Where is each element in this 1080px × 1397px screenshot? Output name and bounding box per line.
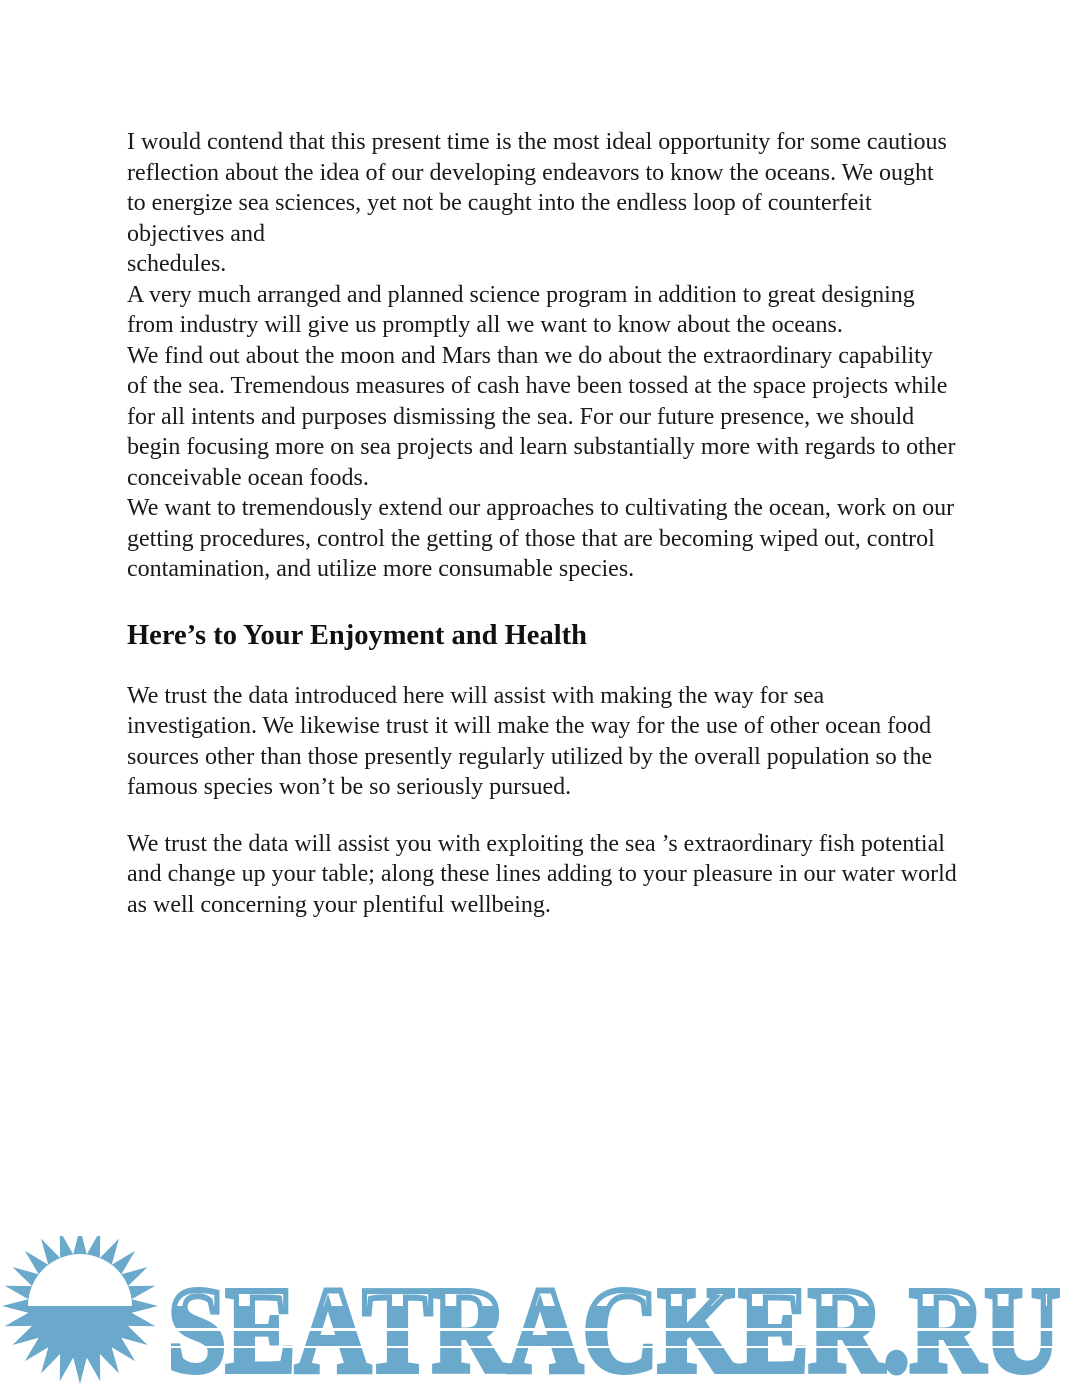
paragraph-cultivating-ocean: We want to tremendously extend our approaches to cultivating the ocean, work on our getting procedures, control the getting of those that are becoming wiped out, control contamination, and utilize more consumable species. <box>127 495 955 582</box>
paragraph-science-program: A very much arranged and planned science program in addition to great designing from industry will give us promptly all we want to know about the oceans. <box>127 281 915 338</box>
logo-wordmark <box>168 1263 1060 1397</box>
paragraph-sea-investigation: We trust the data introduced here will assist with making the way for sea investigation. We likewise trust it will make the way for the use of other ocean food sources other than those presently regularly utilized by the overall population so the famous species won’t be so seriously pursued. <box>127 682 933 800</box>
document-page <box>127 127 957 920</box>
paragraph-fish-potential: We trust the data will assist you with exploiting the sea ’s extraordinary fish potential and change up your table; along these lines adding to your pleasure in our water world as well concerning your plentiful wellbeing. <box>127 830 957 918</box>
section-heading: Here’s to Your Enjoyment and Health <box>127 619 587 651</box>
paragraph-counterfeit-objectives: I would contend that this present time is the most ideal opportunity for some cautious reflection about the idea of our developing endeavors to know the oceans. We ought to energize sea sciences, yet not be caught into the endless loop of counterfeit objectives and <box>127 129 947 247</box>
paragraph-moon-and-mars: We find out about the moon and Mars than we do about the extraordinary capability of the sea. Tremendous measures of cash have been tossed at the space projects while for all intents and purposes dismissing the sea. For our future presence, we should begin focusing more on sea projects and learn substantially more with regards to other conceivable ocean foods. <box>127 342 956 491</box>
seatracker-logo <box>0 1236 1080 1397</box>
paragraph-schedules: schedules. <box>127 251 227 277</box>
sun-over-sea-icon <box>2 1236 158 1384</box>
